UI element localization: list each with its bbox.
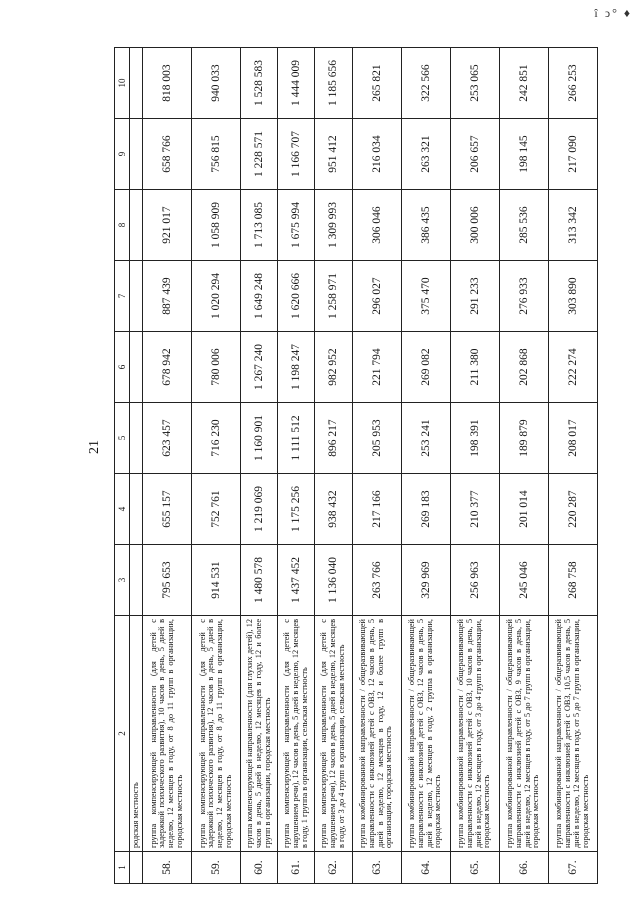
row-description: группа комбинированной направленности / общеразвивающей направленности с инклюзией детей с ОВЗ, 9 часов в день, 5 дней в неделю, 12 месяцев в году, от 5 до 7 групп в организации, городская местность xyxy=(499,616,548,852)
value-cell: 210 377 xyxy=(450,474,499,545)
column-header: 7 xyxy=(115,261,130,332)
value-cell: 756 815 xyxy=(192,119,241,190)
value-cell: 1 219 069 xyxy=(241,474,278,545)
value-cell: 1 713 085 xyxy=(241,190,278,261)
value-cell: 716 230 xyxy=(192,403,241,474)
value-cell: 1 444 009 xyxy=(278,48,315,119)
table-row xyxy=(450,48,499,884)
lead-row-idx xyxy=(130,852,143,884)
value-cell: 217 090 xyxy=(548,119,597,190)
value-cell: 896 217 xyxy=(315,403,352,474)
value-cell: 291 233 xyxy=(450,261,499,332)
value-cell: 303 890 xyxy=(548,261,597,332)
value-cell: 1 528 583 xyxy=(241,48,278,119)
row-number: 67. xyxy=(548,852,597,884)
row-number: 65. xyxy=(450,852,499,884)
value-cell: 285 536 xyxy=(499,190,548,261)
row-description: группа компенсирующей направленности (для детей с нарушением речи), 12 часов в день, 5 дней в неделю, 12 месяцев в году, 1 группа в организации, сельская местность xyxy=(278,616,315,852)
row-description: группа комбинированной направленности / общеразвивающей направленности с инклюзией детей с ОВЗ, 12 часов в день, 5 дней в неделю, 12 месяцев в году, 12 и более групп в организации, городская местность xyxy=(352,616,401,852)
value-cell: 206 657 xyxy=(450,119,499,190)
value-cell: 795 653 xyxy=(143,545,192,616)
value-cell: 914 531 xyxy=(192,545,241,616)
table-row xyxy=(143,48,192,884)
table-row xyxy=(352,48,401,884)
value-cell: 205 953 xyxy=(352,403,401,474)
lead-row-text: родская местность xyxy=(130,616,143,852)
value-cell: 198 145 xyxy=(499,119,548,190)
value-cell: 329 969 xyxy=(401,545,450,616)
row-number: 63. xyxy=(352,852,401,884)
value-cell: 1 649 248 xyxy=(241,261,278,332)
rotated-table-wrapper xyxy=(114,48,598,884)
value-cell: 1 175 256 xyxy=(278,474,315,545)
row-description: группа комбинированной направленности / общеразвивающей направленности с инклюзией детей с ОВЗ, 10 часов в день, 5 дней в неделю, 12 месяцев в году, от 3 до 4 групп в организации, городская местность xyxy=(450,616,499,852)
value-cell: 1 111 512 xyxy=(278,403,315,474)
value-cell: 217 166 xyxy=(352,474,401,545)
value-cell: 818 003 xyxy=(143,48,192,119)
table-row xyxy=(278,48,315,884)
row-description: группа компенсирующей направленности (для детей с задержкой психического развития), 12 часов в день, 5 дней в неделю, 12 месяцев в году, от 8 до 11 групп в организации, городская местность xyxy=(192,616,241,852)
value-cell: 921 017 xyxy=(143,190,192,261)
column-header: 8 xyxy=(115,190,130,261)
column-header: 4 xyxy=(115,474,130,545)
row-number: 58. xyxy=(143,852,192,884)
value-cell: 242 851 xyxy=(499,48,548,119)
value-cell: 245 046 xyxy=(499,545,548,616)
value-cell: 1 675 994 xyxy=(278,190,315,261)
value-cell: 655 157 xyxy=(143,474,192,545)
value-cell: 1 166 707 xyxy=(278,119,315,190)
value-cell: 1 228 571 xyxy=(241,119,278,190)
value-cell: 222 274 xyxy=(548,332,597,403)
value-cell: 296 027 xyxy=(352,261,401,332)
value-cell: 189 879 xyxy=(499,403,548,474)
value-cell: 322 566 xyxy=(401,48,450,119)
value-cell: 253 241 xyxy=(401,403,450,474)
value-cell: 306 046 xyxy=(352,190,401,261)
row-number: 64. xyxy=(401,852,450,884)
value-cell: 951 412 xyxy=(315,119,352,190)
value-cell: 269 082 xyxy=(401,332,450,403)
value-cell: 216 034 xyxy=(352,119,401,190)
column-header: 1 xyxy=(115,852,130,884)
column-header: 6 xyxy=(115,332,130,403)
value-cell: 269 183 xyxy=(401,474,450,545)
header-row xyxy=(115,48,130,884)
row-description: группа компенсирующей направленности (для детей с задержкой психического развития), 10 часов в день, 5 дней в неделю, 12 месяцев в году, от 8 до 11 групп в организации, городская местность xyxy=(143,616,192,852)
value-cell: 940 033 xyxy=(192,48,241,119)
table-row xyxy=(499,48,548,884)
row-number: 62. xyxy=(315,852,352,884)
column-header: 3 xyxy=(115,545,130,616)
value-cell: 300 006 xyxy=(450,190,499,261)
value-cell: 202 868 xyxy=(499,332,548,403)
value-cell: 982 952 xyxy=(315,332,352,403)
table-row xyxy=(401,48,450,884)
column-header: 2 xyxy=(115,616,130,852)
value-cell: 938 432 xyxy=(315,474,352,545)
value-cell: 1 185 656 xyxy=(315,48,352,119)
table-row xyxy=(548,48,597,884)
value-cell: 887 439 xyxy=(143,261,192,332)
value-cell: 256 963 xyxy=(450,545,499,616)
value-cell: 623 457 xyxy=(143,403,192,474)
corner-marks: î ↄ° ♦ xyxy=(594,6,632,20)
value-cell: 386 435 xyxy=(401,190,450,261)
value-cell: 1 058 909 xyxy=(192,190,241,261)
value-cell: 1 620 666 xyxy=(278,261,315,332)
value-cell: 268 758 xyxy=(548,545,597,616)
column-header: 5 xyxy=(115,403,130,474)
value-cell: 375 470 xyxy=(401,261,450,332)
value-cell: 1 480 578 xyxy=(241,545,278,616)
value-cell: 208 017 xyxy=(548,403,597,474)
row-number: 60. xyxy=(241,852,278,884)
row-description: группа компенсирующей направленности (для детей с нарушением речи), 12 часов в день, 5 дней в неделю, 12 месяцев в году, от 3 до 4 групп в организации, сельская местность xyxy=(315,616,352,852)
value-cell: 263 321 xyxy=(401,119,450,190)
value-cell: 221 794 xyxy=(352,332,401,403)
column-header: 10 xyxy=(115,48,130,119)
value-cell: 265 821 xyxy=(352,48,401,119)
value-cell: 658 766 xyxy=(143,119,192,190)
value-cell: 253 065 xyxy=(450,48,499,119)
row-number: 61. xyxy=(278,852,315,884)
column-header: 9 xyxy=(115,119,130,190)
value-cell: 276 933 xyxy=(499,261,548,332)
row-description: группа комбинированной направленности / общеразвивающей направленности с инклюзией детей с ОВЗ, 10,5 часов в день, 5 дней в неделю, 12 месяцев в году, от 5 до 7 групп в организации, городская местность xyxy=(548,616,597,852)
row-number: 59. xyxy=(192,852,241,884)
value-cell: 1 309 993 xyxy=(315,190,352,261)
lead-row xyxy=(130,48,143,884)
value-cell: 211 380 xyxy=(450,332,499,403)
value-cell: 1 267 240 xyxy=(241,332,278,403)
value-cell: 220 287 xyxy=(548,474,597,545)
row-description: группа комбинированной направленности / общеразвивающей направленности с инклюзией детей с ОВЗ, 12 часов в день, 5 дней в неделю, 12 месяцев в году, 2 группа в организации, городская местность xyxy=(401,616,450,852)
page-number: 21 xyxy=(87,440,102,454)
value-cell: 678 942 xyxy=(143,332,192,403)
value-cell: 780 006 xyxy=(192,332,241,403)
value-cell: 198 391 xyxy=(450,403,499,474)
cost-table xyxy=(114,47,598,884)
value-cell: 1 258 971 xyxy=(315,261,352,332)
value-cell: 1 020 294 xyxy=(192,261,241,332)
value-cell: 263 766 xyxy=(352,545,401,616)
value-cell: 313 342 xyxy=(548,190,597,261)
value-cell: 1 136 040 xyxy=(315,545,352,616)
value-cell: 752 761 xyxy=(192,474,241,545)
row-description: группа компенсирующей направленности (для глухих детей), 12 часов в день, 5 дней в неделю, 12 месяцев в году, 12 и более групп в организации, городская местность xyxy=(241,616,278,852)
row-number: 66. xyxy=(499,852,548,884)
value-cell: 266 253 xyxy=(548,48,597,119)
value-cell: 1 198 247 xyxy=(278,332,315,403)
table-row xyxy=(315,48,352,884)
value-cell: 1 160 901 xyxy=(241,403,278,474)
table-body xyxy=(130,48,598,884)
table-row xyxy=(192,48,241,884)
value-cell: 201 014 xyxy=(499,474,548,545)
value-cell: 1 437 452 xyxy=(278,545,315,616)
table-row xyxy=(241,48,278,884)
